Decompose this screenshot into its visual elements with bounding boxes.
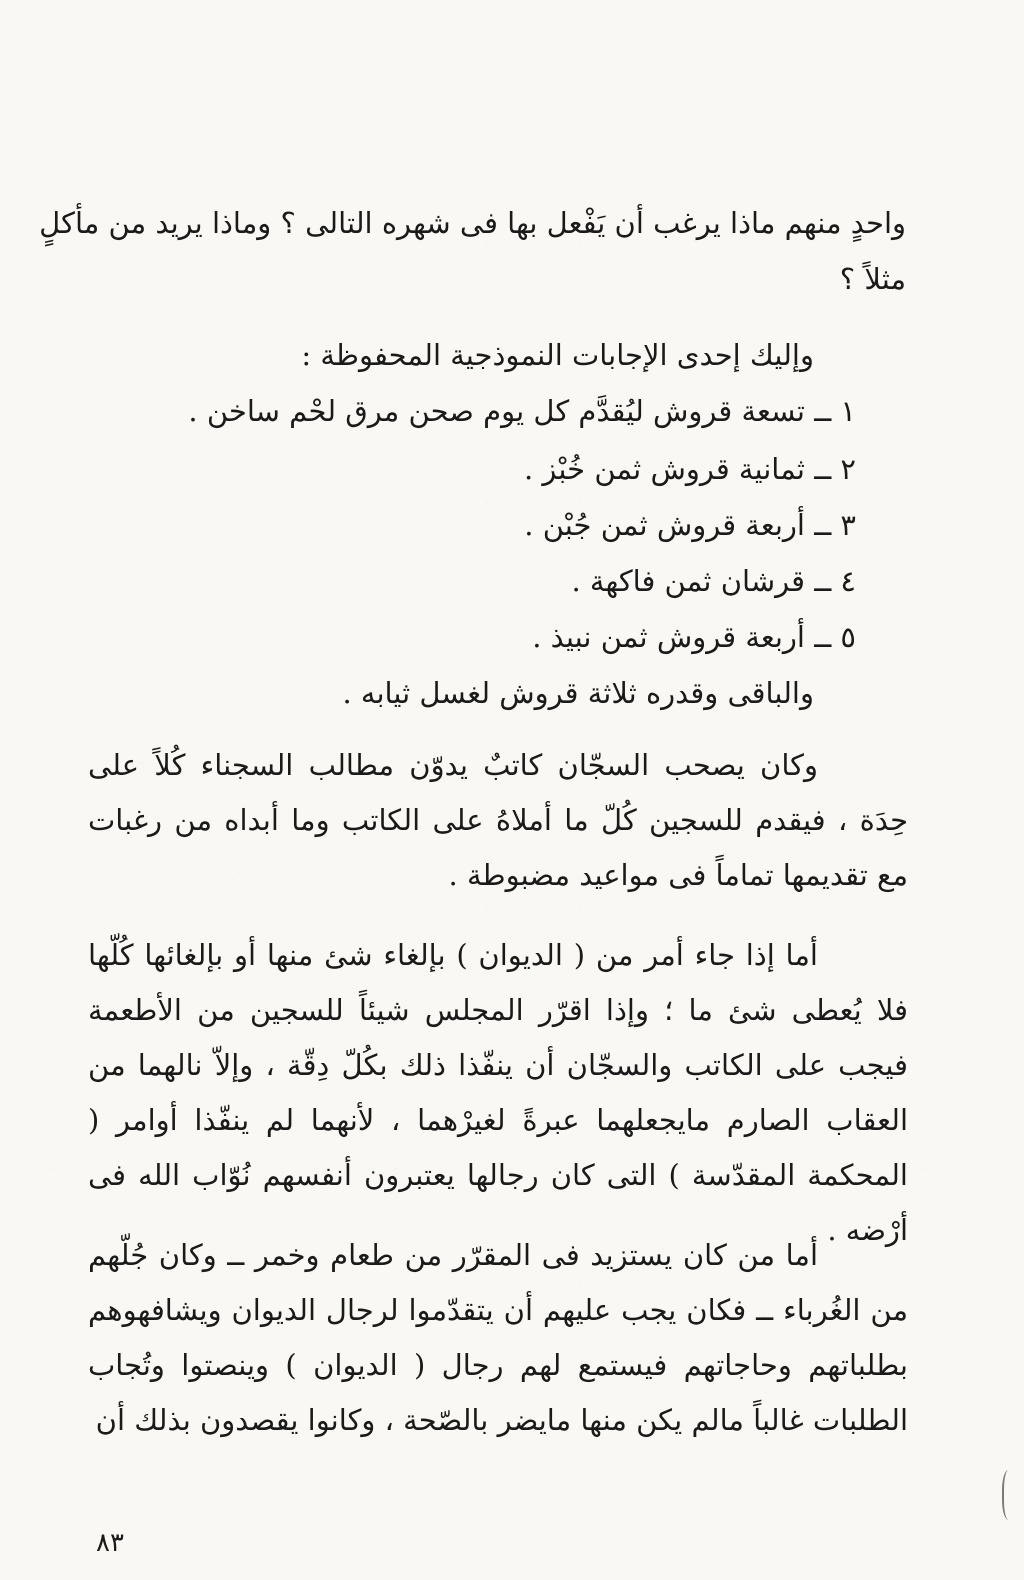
- paragraph-3: أما من كان يستزيد فى المقرّر من طعام وخمر ــ وكان جُلّهم من الغُرباء ــ فكان يجب عليهم أن يتقدّموا لرجال الديوان ويشافهوهم بطلباتهم وحاجاتهم فيستمع لهم رجال ( الديوان ) وينصتوا وتُجاب الطلبات غالباً مالم يكن منها مايضر بالصّحة ، وكانوا يقصدون بذلك أن: [88, 1238, 908, 1438]
- list-item-5: ٥ ــ أربعة قروش ثمن نبيذ .: [532, 620, 856, 654]
- list-remainder: والباقى وقدره ثلاثة قروش لغسل ثيابه .: [342, 676, 814, 710]
- paragraph-2: أما إذا جاء أمر من ( الديوان ) بإلغاء شئ منها أو بإلغائها كُلّها فلا يُعطى شئ ما ؛ وإذا اقرّر المجلس شيئاً للسجين من الأطعمة فيجب على الكاتب والسجّان أن ينفّذا ذلك بكُلّ دِقّة ، وإلاّ نالهما من العقاب الصارم مايجعلهما عبرةً لغيرْهما ، لأنهما لم ينفّذا أوامر ( المحكمة المقدّسة ) التى كان رجالها يعتبرون أنفسهم نُوّاب الله فى أرْضه .: [88, 938, 908, 1248]
- text-line-1: واحدٍ منهم ماذا يرغب أن يَفْعل بها فى شهره التالى ؟ وماذا يريد من مأكلٍ: [39, 206, 906, 240]
- paragraph-1: وكان يصحب السجّان كاتبٌ يدوّن مطالب السجناء كُلاً على حِدَة ، فيقدم للسجين كُلّ ما أملاهُ على الكاتب وما أبداه من رغبات مع تقديمها تماماً فى مواعيد مضبوطة .: [88, 748, 908, 893]
- list-item-3: ٣ ــ أربعة قروش ثمن جُبْن .: [524, 508, 856, 542]
- list-item-2: ٢ ــ ثمانية قروش ثمن خُبْز .: [523, 452, 856, 486]
- page-number: ٨٣: [96, 1528, 124, 1558]
- list-intro: وإليك إحدى الإجابات النموذجية المحفوظة :: [301, 338, 814, 372]
- page-edge-mark: [1002, 1470, 1018, 1520]
- list-item-4: ٤ ــ قرشان ثمن فاكهة .: [571, 564, 856, 598]
- list-item-1: ١ ــ تسعة قروش ليُقدَّم كل يوم صحن مرق لحْم ساخن .: [188, 394, 856, 428]
- text-line-2: مثلاً ؟: [839, 262, 906, 296]
